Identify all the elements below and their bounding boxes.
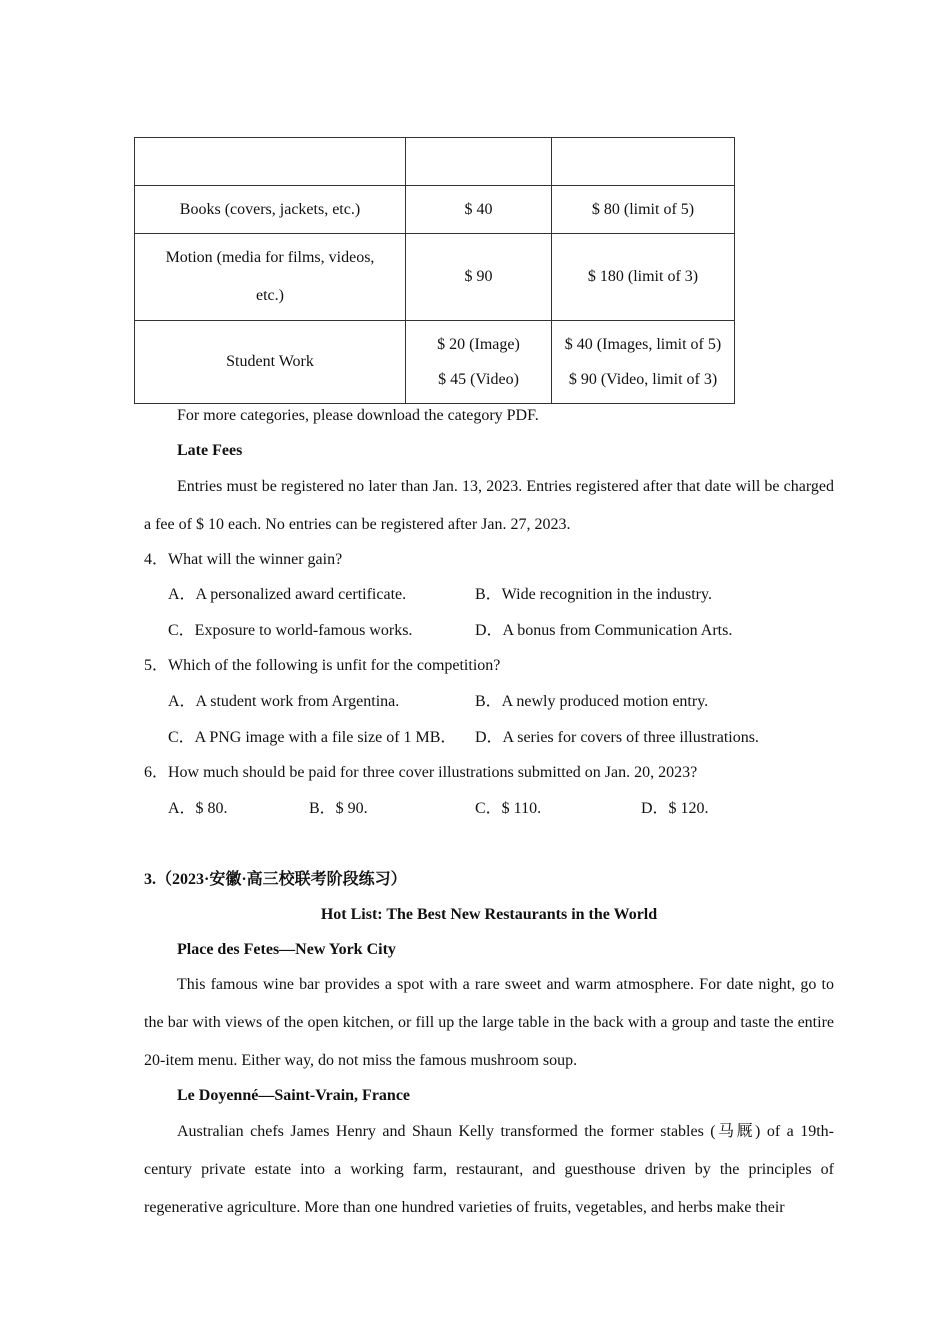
option: D．A bonus from Communication Arts. <box>475 622 733 639</box>
table-cell: $ 180 (limit of 3) <box>552 234 735 321</box>
option: A．A student work from Argentina. <box>168 693 400 710</box>
option: D．A series for covers of three illustrations. <box>475 729 759 746</box>
table-row <box>135 321 735 404</box>
option: C．Exposure to world-famous works. <box>168 622 413 639</box>
entry-text: Australian chefs James Henry and Shaun Kelly transformed the former stables (马厩) of a 19th-century private estate into a working farm, restaurant, and guesthouse driven by the principles of regenerative agriculture. More than one hundred varieties of fruits, vegetables, and herbs make their <box>144 1123 834 1216</box>
option: B．Wide recognition in the industry. <box>475 586 712 603</box>
option: A．$ 80. <box>168 800 228 817</box>
table-cell <box>135 138 406 186</box>
cell-line: $ 90 (Video, limit of 3) <box>568 371 718 388</box>
table-row <box>135 186 735 234</box>
option: D．$ 120. <box>641 800 709 817</box>
late-fees-text: Entries must be registered no later than Jan. 13, 2023. Entries registered after that date will be charged a fee of $ 10 each. No entries can be registered after Jan. 27, 2023. <box>144 478 834 533</box>
table-cell <box>552 321 735 404</box>
option: B．$ 90. <box>309 800 368 817</box>
table-cell: Books (covers, jackets, etc.) <box>135 186 406 234</box>
entry-heading: Place des Fetes—New York City <box>177 941 396 958</box>
question-6: 6．How much should be paid for three cover illustrations submitted on Jan. 20, 2023? <box>144 764 698 781</box>
cell-line: $ 45 (Video) <box>438 371 519 388</box>
table-cell: $ 90 <box>406 234 552 321</box>
table-cell <box>406 321 552 404</box>
table-cell <box>552 138 735 186</box>
table-cell: $ 40 <box>406 186 552 234</box>
entry-text: This famous wine bar provides a spot with a rare sweet and warm atmosphere. For date night, go to the bar with views of the open kitchen, or fill up the large table in the back with a group and taste the entire 20-item menu. Either way, do not miss the famous mushroom soup. <box>144 976 834 1069</box>
table-header-row <box>135 138 735 186</box>
table-row <box>135 234 735 321</box>
table-cell: Motion (media for films, videos, etc.) <box>135 234 406 321</box>
table-cell: Student Work <box>135 321 406 404</box>
cell-line: $ 40 (Images, limit of 5) <box>564 336 722 353</box>
option: A．A personalized award certificate. <box>168 586 407 603</box>
option: C．A PNG image with a file size of 1 MB． <box>168 729 457 746</box>
option: B．A newly produced motion entry. <box>475 693 709 710</box>
fee-table <box>134 137 735 404</box>
option: C．$ 110. <box>475 800 542 817</box>
cell-line: $ 20 (Image) <box>437 336 520 353</box>
section-label: 3.（2023·安徽·高三校联考阶段练习） <box>144 871 407 888</box>
question-5: 5．Which of the following is unfit for the competition? <box>144 657 501 674</box>
entry-heading: Le Doyenné—Saint-Vrain, France <box>177 1087 411 1104</box>
passage-title: Hot List: The Best New Restaurants in the World <box>320 906 658 923</box>
category-note: For more categories, please download the category PDF. <box>177 407 539 424</box>
table-cell <box>406 138 552 186</box>
table-cell: $ 80 (limit of 5) <box>552 186 735 234</box>
late-fees-heading: Late Fees <box>177 442 243 459</box>
question-4: 4．What will the winner gain? <box>144 551 343 568</box>
